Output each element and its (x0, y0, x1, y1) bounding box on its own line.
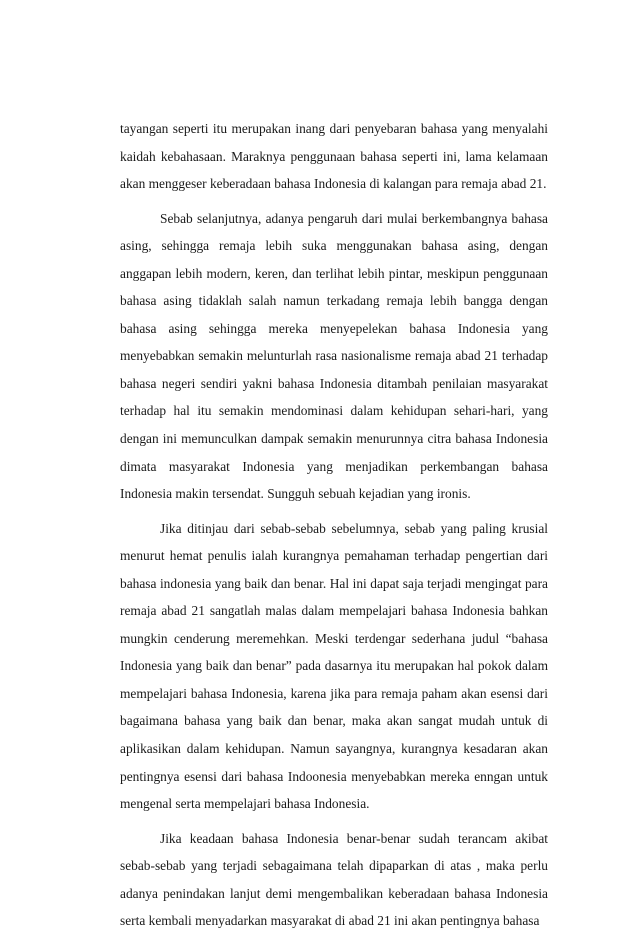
paragraph-2: Sebab selanjutnya, adanya pengaruh dari mulai berkembangnya bahasa asing, sehingga remaja lebih suka menggunakan bahasa asing, dengan anggapan lebih modern, keren, dan terlihat lebih pintar, meskipun penggunaan bahasa asing tidaklah salah namun terkadang remaja lebih bangga dengan bahasa asing sehingga mereka menyepelekan bahasa Indonesia yang menyebabkan semakin melunturlah rasa nasionalisme remaja abad 21 terhadap bahasa negeri sendiri yakni bahasa Indonesia ditambah penilaian masyarakat terhadap hal itu semakin mendominasi dalam kehidupan sehari-hari, yang dengan ini memunculkan dampak semakin menurunnya citra bahasa Indonesia dimata masyarakat Indonesia yang menjadikan perkembangan bahasa Indonesia makin tersendat. Sungguh sebuah kejadian yang ironis. (120, 210, 548, 502)
paragraph-4: Jika keadaan bahasa Indonesia benar-benar sudah terancam akibat sebab-sebab yang terjadi sebagaimana telah dipaparkan di atas , maka perlu adanya penindakan lanjut demi mengembalikan keberadaan bahasa Indonesia serta kembali menyadarkan masyarakat di abad 21 ini akan pentingnya bahasa (120, 830, 548, 929)
document-body (120, 115, 548, 935)
paragraph-3: Jika ditinjau dari sebab-sebab sebelumnya, sebab yang paling krusial menurut hemat penulis ialah kurangnya pemahaman terhadap pengertian dari bahasa indonesia yang baik dan benar. Hal ini dapat saja terjadi mengingat para remaja abad 21 sangatlah malas dalam mempelajari bahasa Indonesia bahkan mungkin cenderung meremehkan. Meski terdengar sederhana judul “bahasa Indonesia yang baik dan benar” pada dasarnya itu merupakan hal pokok dalam mempelajari bahasa Indonesia, karena jika para remaja paham akan esensi dari bagaimana bahasa yang baik dan benar, maka akan sangat mudah untuk di aplikasikan dalam kehidupan. Namun sayangnya, kurangnya kesadaran akan pentingnya esensi dari bahasa Indoonesia menyebabkan mereka enngan untuk mengenal serta mempelajari bahasa Indonesia. (120, 520, 548, 812)
paragraph-spacer (120, 508, 548, 515)
paragraph-spacer (120, 198, 548, 205)
paragraph-1: tayangan seperti itu merupakan inang dari penyebaran bahasa yang menyalahi kaidah kebahasaan. Maraknya penggunaan bahasa seperti ini, lama kelamaan akan menggeser keberadaan bahasa Indonesia di kalangan para remaja abad 21. (120, 121, 548, 192)
paragraph-spacer (120, 818, 548, 825)
